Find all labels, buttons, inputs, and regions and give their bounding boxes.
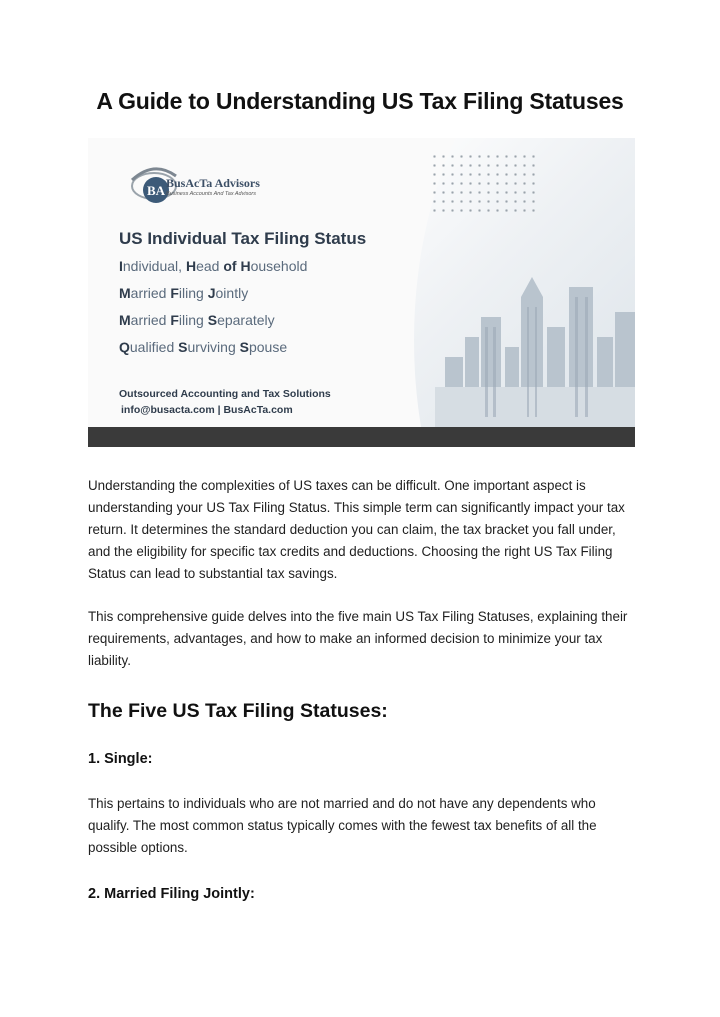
intro-paragraph-1: Understanding the complexities of US taxes can be difficult. One important aspect is understanding your US Tax Filing Status. This simple term can significantly impact your tax return. It determines the standard deduction you can claim, the tax bracket you fall under, and the eligibility for specific tax credits and deductions. Choosing the right US Tax Filing Status can lead to substantial tax savings. bbox=[88, 478, 625, 581]
svg-text:BA: BA bbox=[147, 183, 166, 198]
banner-line-4: Qualified Surviving Spouse bbox=[119, 339, 288, 355]
banner-image bbox=[88, 138, 635, 447]
logo-name: BusAcTa Advisors bbox=[166, 176, 260, 190]
logo-tagline: Business Accounts And Tax Advisors bbox=[166, 191, 256, 197]
dot-pattern bbox=[430, 152, 540, 214]
city-skyline-graphic bbox=[435, 227, 635, 427]
banner-footer-bar bbox=[88, 427, 635, 447]
status-1-paragraph: This pertains to individuals who are not married and do not have any dependents who qualify. The most common status typically comes with the fewest tax benefits of all the possible options. bbox=[88, 796, 597, 855]
banner-line-1: Individual, Head of Household bbox=[119, 258, 308, 274]
page-title: A Guide to Understanding US Tax Filing Statuses bbox=[96, 88, 624, 114]
intro-paragraph-2: This comprehensive guide delves into the five main US Tax Filing Statuses, explaining their requirements, advantages, and how to make an informed decision to minimize your tax liability. bbox=[88, 609, 628, 668]
banner-line-2: Married Filing Jointly bbox=[119, 285, 249, 301]
banner-contact: info@busacta.com | BusAcTa.com bbox=[121, 404, 293, 416]
status-1-heading: 1. Single: bbox=[88, 751, 153, 767]
banner-heading: US Individual Tax Filing Status bbox=[119, 229, 367, 248]
status-2-heading: 2. Married Filing Jointly: bbox=[88, 886, 255, 902]
banner-tagline: Outsourced Accounting and Tax Solutions bbox=[119, 388, 331, 400]
section-heading: The Five US Tax Filing Statuses: bbox=[88, 700, 388, 722]
banner-line-3: Married Filing Separately bbox=[119, 312, 275, 328]
